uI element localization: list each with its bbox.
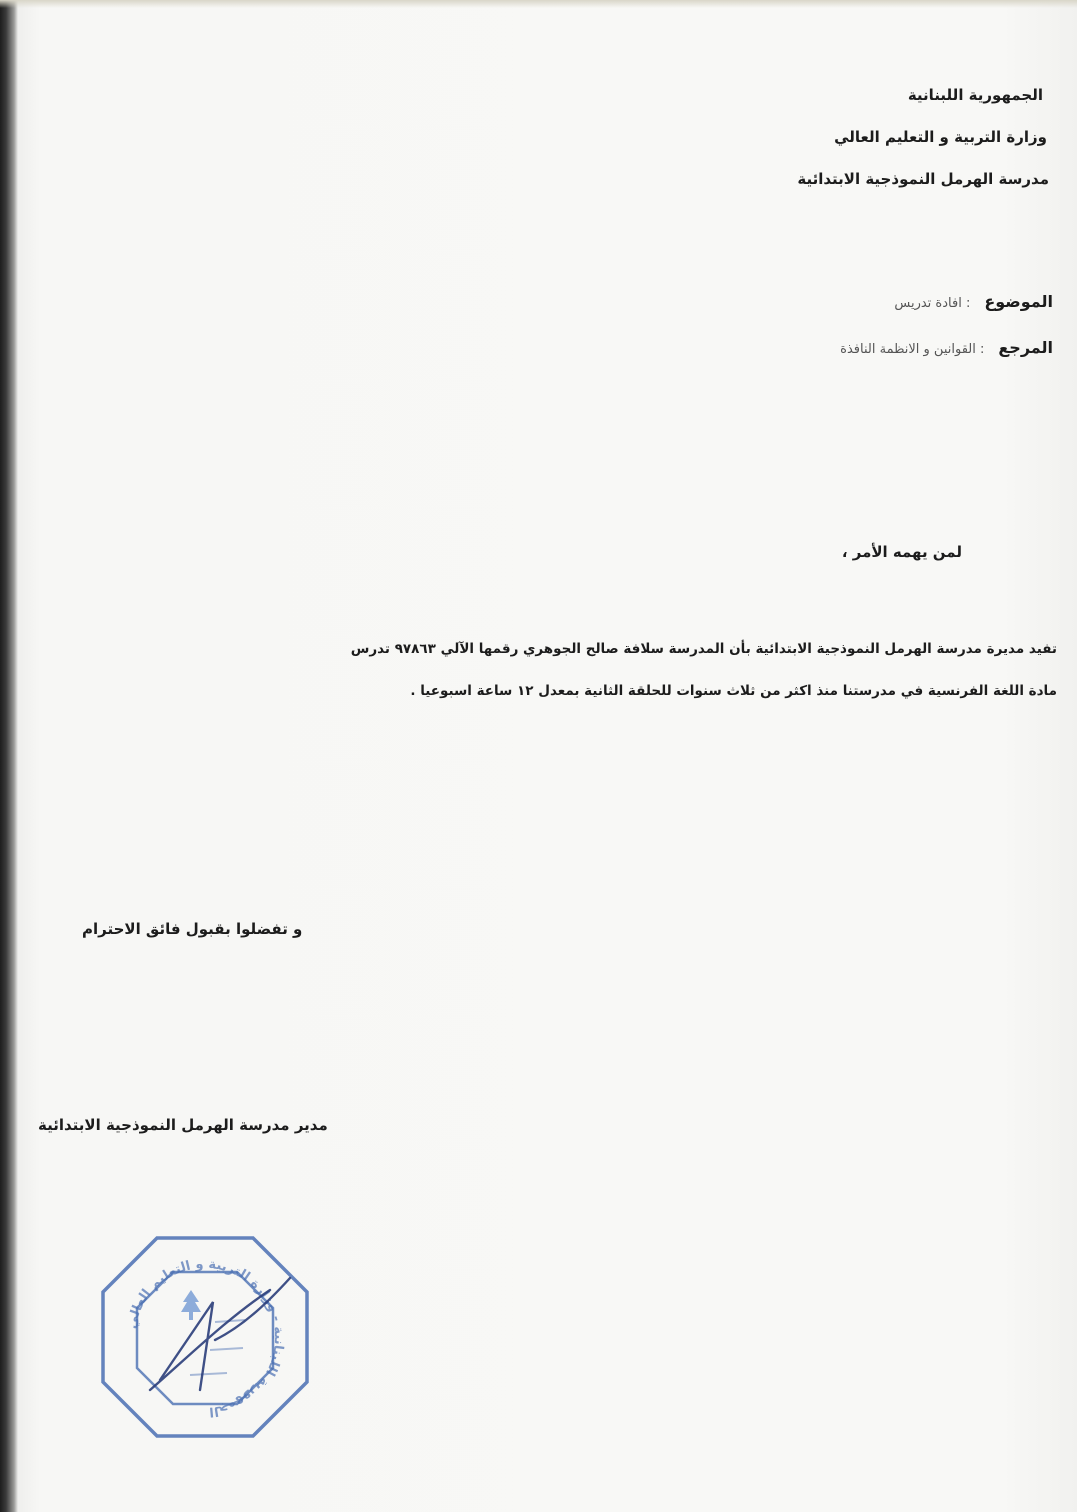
subject-row	[894, 292, 1053, 311]
closing-line: و تفضلوا بقبول فائق الاحترام	[82, 920, 303, 938]
reference-value: : القوانين و الانظمة النافذة	[840, 342, 985, 357]
scan-top-shadow	[0, 0, 1077, 8]
header-republic: الجمهورية اللبنانية	[907, 86, 1043, 104]
reference-row	[840, 338, 1053, 357]
body-line-1: تفيد مديرة مدرسة الهرمل النموذجية الابتدائية بأن المدرسة سلافة صالح الجوهري رقمها الآلي ٩٧٨٦٣ تدرس	[350, 641, 1057, 657]
body-line-2: مادة اللغة الفرنسية في مدرستنا منذ اكثر من ثلاث سنوات للحلقة الثانية بمعدل ١٢ ساعة اسبوعيا .	[410, 683, 1057, 699]
official-stamp	[95, 1230, 315, 1445]
cedar-emblem	[181, 1290, 201, 1320]
signature-title: مدير مدرسة الهرمل النموذجية الابتدائية	[38, 1116, 328, 1134]
stamp-text: الجمهورية اللبنانية - وزارة التربية و التعليم العالي	[124, 1256, 287, 1419]
reference-label: المرجع	[998, 338, 1053, 357]
subject-value: : افادة تدريس	[894, 296, 971, 311]
header-school: مدرسة الهرمل النموذجية الابتدائية	[797, 170, 1049, 188]
body-paragraph	[77, 628, 1057, 712]
scan-left-edge	[0, 0, 18, 1512]
header-ministry: وزارة التربية و التعليم العالي	[834, 128, 1047, 146]
svg-text:الجمهورية اللبنانية - وزارة ال	[125, 1257, 287, 1419]
subject-label: الموضوع	[984, 292, 1053, 311]
addressee: لمن يهمه الأمر ،	[841, 543, 962, 561]
